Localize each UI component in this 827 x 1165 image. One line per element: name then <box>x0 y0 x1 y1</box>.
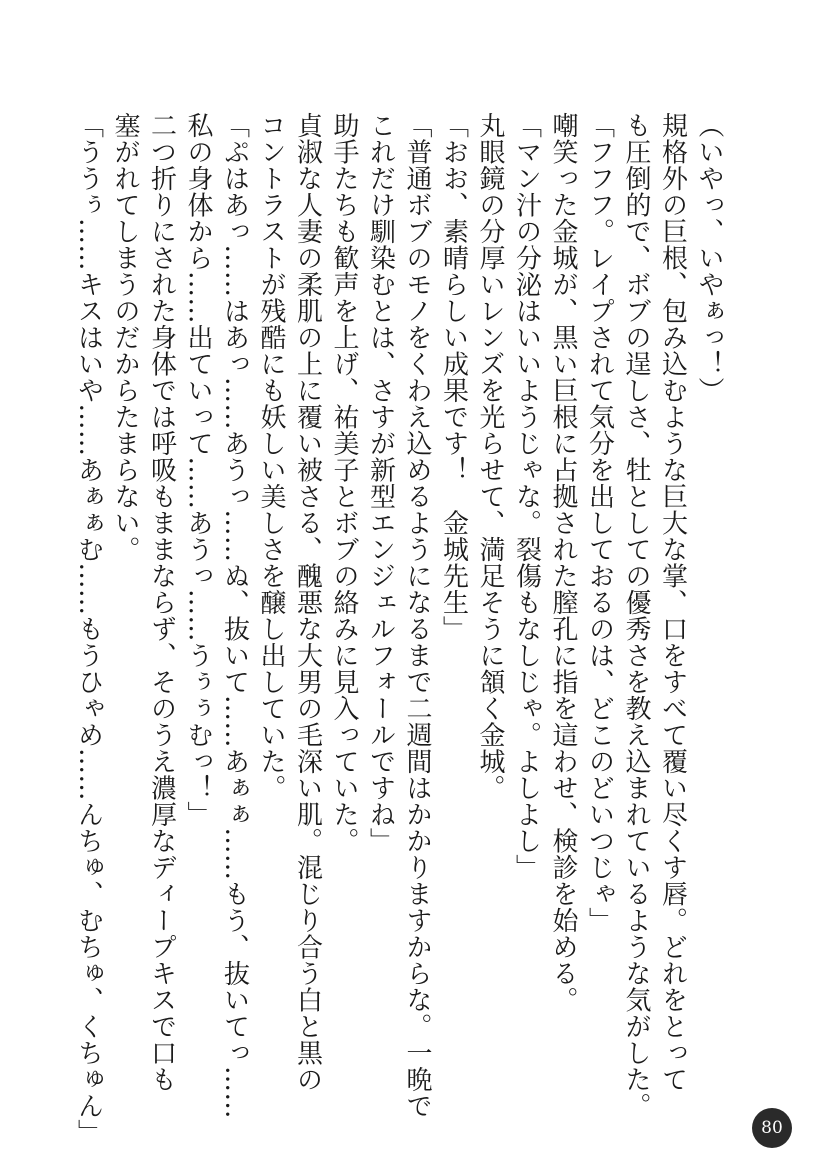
text-column: （いやっ、いやぁっ！） <box>694 112 724 404</box>
page-number-badge: 80 <box>752 1108 792 1148</box>
text-column: も圧倒的で、ボブの逞しさ、牡としての優秀さを教え込まれているような気がした。 <box>621 112 651 1119</box>
text-column: 二つ折りにされた身体では呼吸もままならず、そのうえ濃厚なディープキスで口も <box>146 112 177 1093</box>
text-column: 「おお、素晴らしい成果です！ 金城先生」 <box>438 112 469 642</box>
text-column: 嘲笑った金城が、黒い巨根に占拠された膣孔に指を這わせ、検診を始める。 <box>548 112 578 1013</box>
text-column: 塞がれてしまうのだからたまらない。 <box>110 112 140 563</box>
text-column: 規格外の巨根、包み込むような巨大な掌、口をすべて覆い尽くす唇。どれをとって <box>657 112 688 1093</box>
text-column: 「ううぅ……キスはいや……あぁぁむ……もうひゃめ……んちゅ、むちゅ、くちゅん」 <box>73 112 104 1146</box>
body-text <box>70 112 727 1146</box>
text-column: これだけ馴染むとは、さすが新型エンジェルフォールですね」 <box>365 112 396 854</box>
text-column: 貞淑な人妻の柔肌の上に覆い被さる、醜悪な大男の毛深い肌。混じり合う白と黒の <box>292 112 323 1093</box>
text-column: 私の身体から……出ていって……あうっ……うぅぅむっ！」 <box>183 112 213 828</box>
text-column: コントラストが残酷にも妖しい美しさを醸し出していた。 <box>256 112 286 801</box>
text-column: 丸眼鏡の分厚いレンズを光らせて、満足そうに頷く金城。 <box>475 112 505 801</box>
text-column: 「ぷはあっ……はあっ……あうっ……ぬ、抜いて……あぁぁ……もう、抜いてっ…… <box>219 112 250 1119</box>
text-column: 「フフフ。レイプされて気分を出しておるのは、どこのどいつじゃ」 <box>584 112 615 934</box>
text-column: 「マン汁の分泌はいいようじゃな。裂傷もなしじゃ。よしよし」 <box>511 112 542 881</box>
text-column: 「普通ボブのモノをくわえ込めるようになるまで二週間はかかりますからな。一晩で <box>402 112 432 1119</box>
text-column: 助手たちも歓声を上げ、祐美子とボブの絡みに見入っていた。 <box>329 112 359 854</box>
